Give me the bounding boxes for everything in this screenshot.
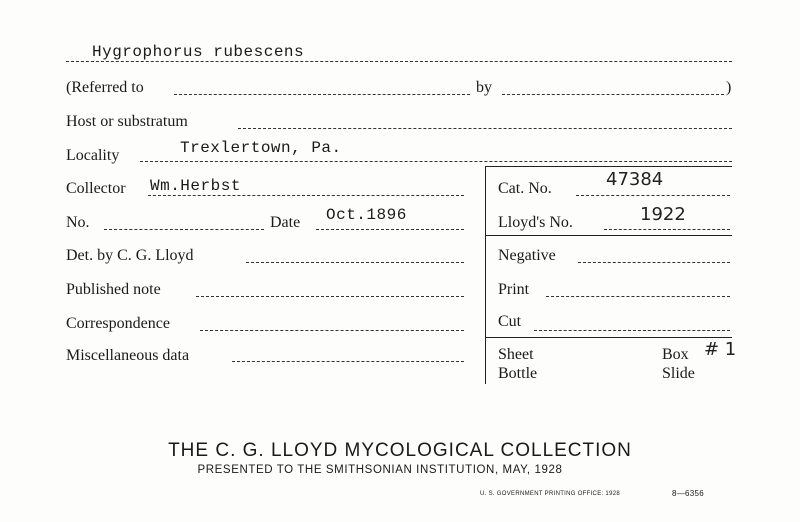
species-name: Hygrophorus rubescens bbox=[92, 43, 305, 61]
by-label: by bbox=[476, 79, 492, 96]
cut-line bbox=[534, 330, 730, 331]
date-label: Date bbox=[270, 214, 301, 231]
lloyds-no-line bbox=[604, 229, 730, 230]
by-line bbox=[502, 94, 724, 95]
right-box-left-border bbox=[485, 166, 486, 384]
host-label: Host or substratum bbox=[66, 113, 188, 130]
date-value: Oct.1896 bbox=[326, 206, 407, 224]
cat-no-value: 47384 bbox=[606, 169, 664, 190]
negative-label: Negative bbox=[498, 247, 556, 264]
misc-data-line bbox=[232, 361, 464, 362]
referred-to-line bbox=[174, 94, 470, 95]
collector-label: Collector bbox=[66, 180, 126, 197]
printer-imprint: U. S. GOVERNMENT PRINTING OFFICE: 1928 bbox=[480, 491, 620, 497]
published-note-label: Published note bbox=[66, 281, 161, 298]
correspondence-label: Correspondence bbox=[66, 315, 170, 332]
collection-subtitle: PRESENTED TO THE SMITHSONIAN INSTITUTION, MAY, 1928 bbox=[197, 464, 563, 476]
lloyds-no-value: 1922 bbox=[640, 204, 686, 225]
bottle-label: Bottle bbox=[498, 365, 538, 382]
box-label: Box bbox=[662, 346, 689, 363]
det-by-line bbox=[246, 262, 464, 263]
locality-label: Locality bbox=[66, 147, 120, 164]
date-line bbox=[316, 229, 464, 230]
collector-value: Wm.Herbst bbox=[150, 177, 241, 195]
referred-to-label: (Referred to bbox=[66, 79, 144, 96]
cat-no-label: Cat. No. bbox=[498, 180, 552, 197]
right-box-lower-divider bbox=[485, 337, 732, 338]
box-value: # 1 bbox=[704, 339, 737, 360]
correspondence-line bbox=[200, 330, 464, 331]
right-box-top-border bbox=[485, 166, 732, 167]
cut-label: Cut bbox=[498, 313, 522, 330]
locality-line bbox=[140, 161, 732, 162]
negative-line bbox=[578, 262, 730, 263]
no-label: No. bbox=[66, 214, 90, 231]
published-note-line bbox=[196, 296, 464, 297]
collector-line bbox=[148, 195, 464, 196]
cat-no-line bbox=[576, 195, 730, 196]
lloyds-no-label: Lloyd's No. bbox=[498, 214, 573, 231]
right-box-divider bbox=[485, 235, 732, 236]
print-line bbox=[546, 296, 730, 297]
close-paren: ) bbox=[726, 79, 732, 96]
host-line bbox=[238, 128, 732, 129]
det-by-label: Det. by C. G. Lloyd bbox=[66, 247, 194, 264]
print-label: Print bbox=[498, 281, 530, 298]
misc-data-label: Miscellaneous data bbox=[66, 347, 190, 364]
collection-title: THE C. G. LLOYD MYCOLOGICAL COLLECTION bbox=[168, 440, 632, 461]
sheet-label: Sheet bbox=[498, 346, 534, 363]
locality-value: Trexlertown, Pa. bbox=[180, 139, 342, 157]
species-line bbox=[66, 61, 732, 62]
form-number: 8—6356 bbox=[672, 489, 705, 498]
no-line bbox=[104, 229, 264, 230]
slide-label: Slide bbox=[662, 365, 695, 382]
